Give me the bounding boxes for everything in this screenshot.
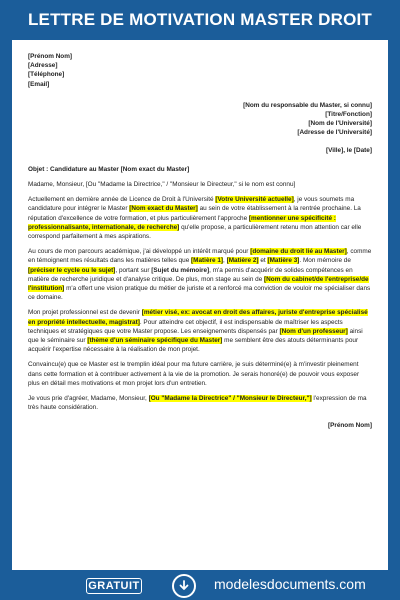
recipient-block (28, 101, 372, 138)
p2-highlight: [préciser le cycle ou le sujet] (28, 266, 116, 274)
p2-text: m'a offert une vision pratique du métier de juriste et a renforcé ma conviction de vouloir me spécialiser dans ce domaine. (28, 285, 371, 302)
letter-page (12, 40, 388, 570)
sender-block (28, 52, 372, 89)
p3-text: . Pour atteindre cet objectif, il est indispensable de maîtriser les aspects techniques et stratégiques que votre Master propose. Les enseignements dispensés par (28, 318, 343, 335)
sender-phone: [Téléphone] (28, 71, 65, 79)
paragraph-3 (28, 308, 372, 354)
p2-text: , portant sur (115, 266, 152, 274)
p2-text: Au cours de mon parcours académique, j'ai développé un intérêt marqué pour (28, 248, 251, 256)
p1-text: , je vous soumets ma candidature pour intégrer le Master (28, 196, 355, 213)
p2-highlight: [Matière 3] (267, 257, 300, 265)
p2-highlight: [Matière 1] (191, 257, 224, 265)
p2-highlight: [Matière 2] (226, 257, 259, 265)
paragraph-5 (28, 394, 372, 412)
recipient-university: [Nom de l'Université] (308, 120, 372, 128)
p3-highlight: [thème d'un séminaire spécifique du Master] (87, 337, 223, 345)
p3-highlight: [Nom d'un professeur] (279, 327, 348, 335)
recipient-name: [Nom du responsable du Master, si connu] (243, 101, 372, 109)
p3-text: ainsi que le séminaire sur (28, 327, 363, 345)
paragraph-2 (28, 247, 372, 302)
p2-text: , (223, 257, 227, 265)
paragraph-1 (28, 195, 372, 241)
sender-address: [Adresse] (28, 62, 58, 70)
download-cloud-icon[interactable] (172, 574, 196, 598)
gratuit-badge[interactable]: GRATUIT (86, 578, 142, 594)
p2-highlight: [domaine du droit lié au Master] (250, 248, 347, 256)
p3-text: me semblent être des atouts déterminants pour acquérir l'expertise nécessaire à la réalisation de mon projet. (28, 337, 359, 354)
p3-highlight: [métier visé, ex: avocat en droit des affaires, juriste d'entreprise spécialisé en propriété intellectuelle, magistrat] (28, 309, 368, 326)
paragraph-4: Convaincu(e) que ce Master est le tremplin idéal pour ma future carrière, je suis déterminé(e) à m'investir pleinement dans cette formation et à contribuer activement à la vie de la promotion. Je serais honoré(e) de pouvoir vous exposer plus en détail mes motivations et mon projet lors d'un entretien. (28, 361, 360, 387)
p2-text: . Mon mémoire de (299, 257, 351, 265)
p5-highlight: [Ou "Madame la Directrice" / "Monsieur le Directeur,"] (148, 395, 312, 403)
p2-text: et (258, 257, 268, 265)
p1-text: au sein de votre établissement à la rentrée prochaine. La réputation d'excellence de votre formation, et plus particulièrement l'approche (28, 205, 361, 222)
p2-text: , comme en témoignent mes résultats dans les matières telles que (28, 248, 372, 265)
p2-highlight: [Nom du cabinet/de l'entreprise/de l'institution] (28, 275, 369, 293)
p2-bold: [Sujet du mémoire] (151, 266, 210, 274)
recipient-address: [Adresse de l'Université] (297, 129, 372, 137)
recipient-title: [Titre/Fonction] (325, 111, 372, 119)
site-link[interactable]: modelesdocuments.com (214, 576, 366, 592)
p2-text: , m'a permis d'acquérir de solides compétences en matière de recherche juridique et d'analyse critique. De plus, mon stage au sein de (28, 266, 353, 283)
sender-email: [Email] (28, 80, 50, 88)
p3-text: Mon projet professionnel est de devenir (28, 309, 142, 317)
salutation: Madame, Monsieur, [Ou "Madame la Directrice," / "Monsieur le Directeur," si le nom est connu] (28, 181, 296, 189)
p5-text: l'expression de ma très haute considération. (28, 395, 367, 412)
download-arrow-icon (177, 579, 191, 593)
p5-text: Je vous prie d'agréer, Madame, Monsieur, (28, 395, 149, 403)
banner-title: LETTRE DE MOTIVATION MASTER DROIT (27, 10, 373, 29)
date-line: [Ville], le [Date] (325, 146, 372, 154)
p1-text: qu'elle propose, a particulièrement retenu mon attention car elle correspond parfaitement à mes aspirations. (28, 223, 362, 241)
subject-line: Objet : Candidature au Master [Nom exact du Master] (28, 165, 190, 173)
p1-highlight: [Votre Université actuelle] (215, 196, 294, 204)
p1-highlight: [Nom exact du Master] (129, 205, 198, 213)
sender-name: [Prénom Nom] (28, 53, 73, 60)
p1-highlight: [mentionner une spécificité : professionnalisante, internationale, de recherche] (28, 214, 336, 231)
p1-text: Actuellement en dernière année de Licence de Droit à l'Université (28, 196, 216, 204)
signature: [Prénom Nom] (327, 421, 372, 429)
